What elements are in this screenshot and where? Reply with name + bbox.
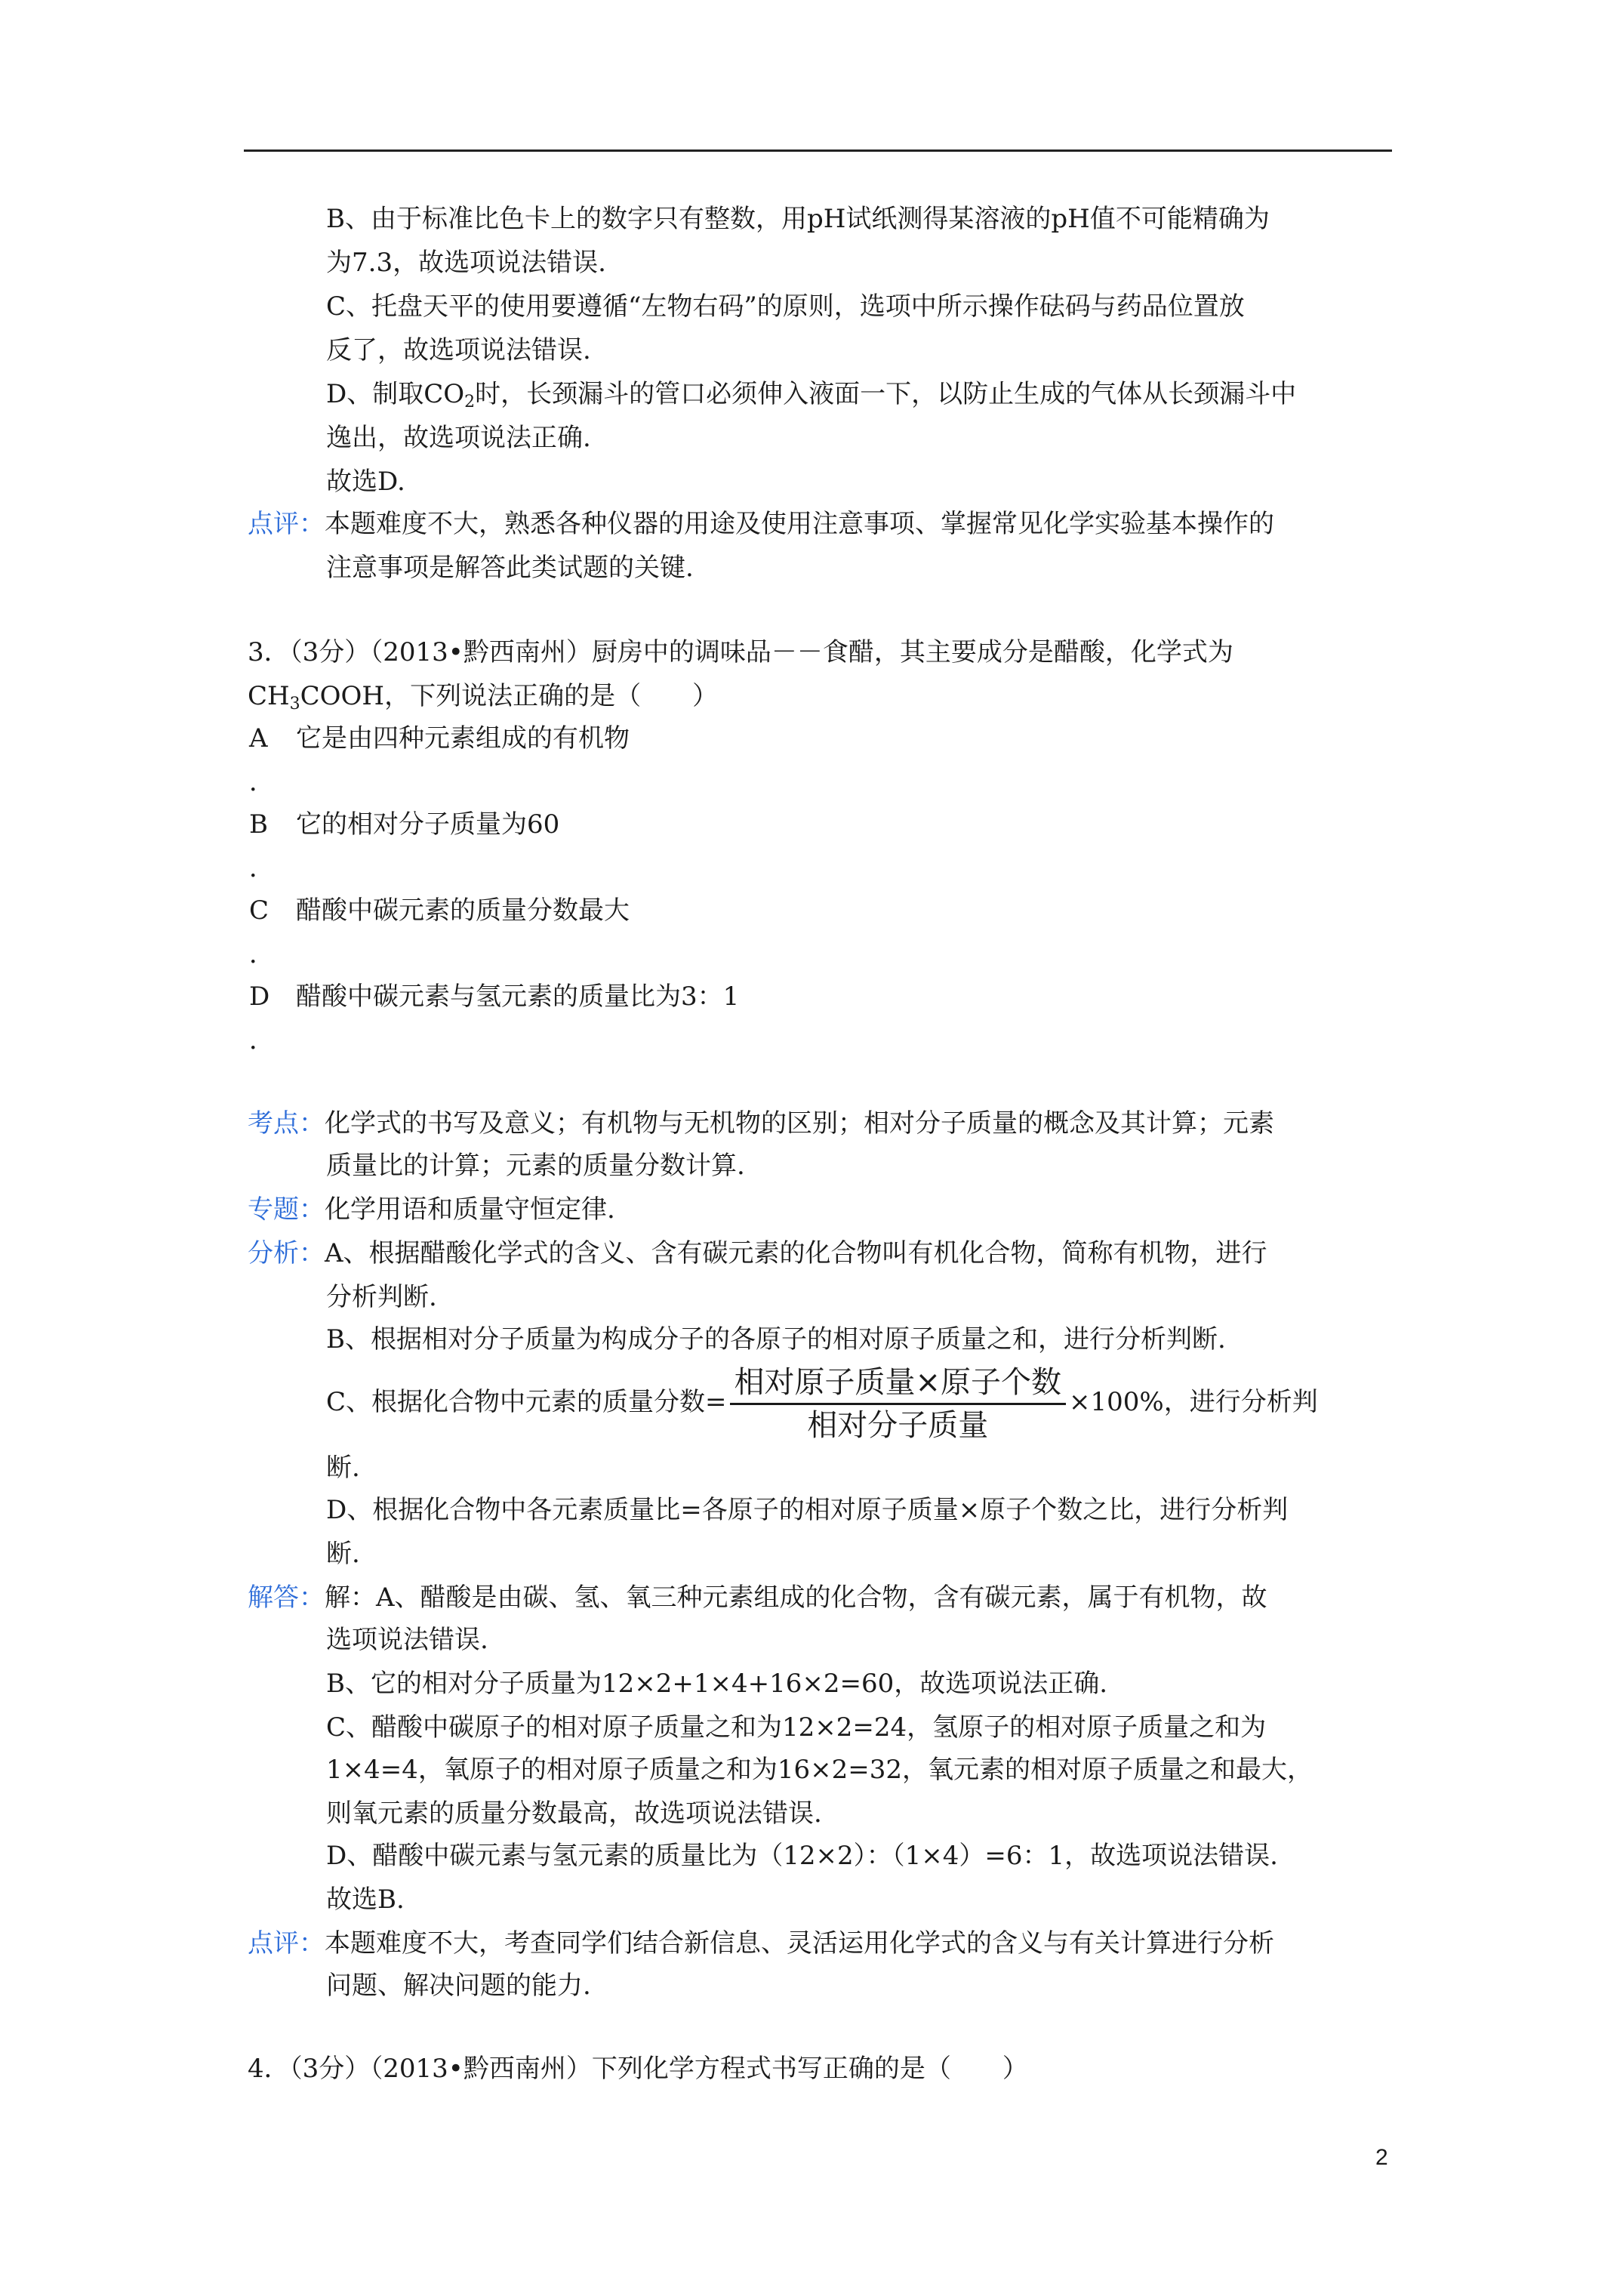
q2-comment-label: 点评： (248, 509, 325, 539)
q3-option-d-dot: ． (249, 1025, 275, 1056)
q3-comment-line1 (248, 1927, 1274, 1960)
q3-kaodian-label: 考点： (248, 1108, 325, 1139)
q3-option-d-text: 醋酸中碳元素与氢元素的质量比为3：1 (296, 982, 740, 1012)
q3-formula-a: CH (248, 681, 290, 711)
q2-option-d-text-a: D、制取CO (326, 379, 465, 409)
q3-fenxi-c-line2: 断. (326, 1453, 360, 1483)
q2-comment-line2: 注意事项是解答此类试题的关键. (326, 553, 694, 583)
co2-subscript: 2 (464, 393, 476, 411)
q3-kaodian-line2: 质量比的计算；元素的质量分数计算. (326, 1151, 745, 1181)
q3-comment-label: 点评： (248, 1928, 325, 1959)
q3-option-b-dot: ． (249, 853, 275, 883)
q3-jieda-c-line1: C、醋酸中碳原子的相对原子质量之和为12×2=24，氢原子的相对原子质量之和为 (326, 1712, 1267, 1743)
formula-numerator: 相对原子质量×原子个数 (730, 1364, 1067, 1405)
q3-stem-line1: 3．（3分）（2013•黔西南州）厨房中的调味品－－食醋，其主要成分是醋酸，化学式为 (248, 637, 1233, 667)
q3-formula-b: COOH，下列说法正确的是（ ） (300, 681, 719, 711)
q3-comment-text: 本题难度不大，考查同学们结合新信息、灵活运用化学式的含义与有关计算进行分析 (325, 1928, 1274, 1959)
ch3-subscript: 3 (289, 695, 300, 713)
q2-option-d-line1 (326, 378, 1296, 411)
q3-fenxi-b: B、根据相对分子质量为构成分子的各原子的相对原子质量之和，进行分析判断. (326, 1324, 1226, 1354)
q3-zhuanti-label: 专题： (248, 1194, 325, 1225)
q3-option-c-letter: C (249, 895, 269, 926)
q3-kaodian-line1 (248, 1107, 1274, 1140)
q2-answer: 故选D. (326, 467, 405, 497)
q3-fenxi-d-line2: 断. (326, 1539, 360, 1569)
q3-fenxi-a-line1 (248, 1237, 1267, 1270)
q3-option-c-text: 醋酸中碳元素的质量分数最大 (296, 895, 630, 926)
q3-jieda-a-line1 (248, 1581, 1267, 1614)
q4-stem: 4．（3分）（2013•黔西南州）下列化学方程式书写正确的是（ ） (248, 2054, 1028, 2084)
mass-fraction-formula (730, 1364, 1067, 1444)
q2-option-c-line2: 反了，故选项说法错误. (326, 335, 591, 365)
q2-option-b-line1: B、由于标准比色卡上的数字只有整数，用pH试纸测得某溶液的pH值不可能精确为 (326, 204, 1270, 234)
q2-option-d-text-b: 时，长颈漏斗的管口必须伸入液面一下，以防止生成的气体从长颈漏斗中 (475, 379, 1297, 409)
q2-option-c-line1: C、托盘天平的使用要遵循“左物右码”的原则，选项中所示操作砝码与药品位置放 (326, 291, 1245, 322)
q3-jieda-b: B、它的相对分子质量为12×2+1×4+16×2=60，故选项说法正确. (326, 1669, 1108, 1699)
q3-fenxi-label: 分析： (248, 1238, 325, 1268)
q3-option-d-letter: D (249, 982, 270, 1012)
q3-jieda-label: 解答： (248, 1583, 325, 1613)
page-number: 2 (1375, 2145, 1388, 2170)
q3-comment-line2: 问题、解决问题的能力. (326, 1971, 591, 2001)
q3-kaodian-text: 化学式的书写及意义；有机物与无机物的区别；相对分子质量的概念及其计算；元素 (325, 1108, 1274, 1139)
q3-jieda-c-line3: 则氧元素的质量分数最高，故选项说法错误. (326, 1798, 822, 1829)
q3-option-a-text: 它是由四种元素组成的有机物 (296, 723, 630, 754)
formula-denominator: 相对分子质量 (807, 1407, 989, 1443)
q3-jieda-a-line2: 选项说法错误. (326, 1625, 488, 1655)
q2-comment-text: 本题难度不大，熟悉各种仪器的用途及使用注意事项、掌握常见化学实验基本操作的 (325, 509, 1274, 539)
q3-jieda-a-text: 解：A、醋酸是由碳、氢、氧三种元素组成的化合物，含有碳元素，属于有机物，故 (325, 1583, 1267, 1613)
q3-option-c-dot: ． (249, 939, 275, 969)
q3-fenxi-c-post: ×100%，进行分析判 (1069, 1387, 1318, 1417)
q2-comment-line1 (248, 507, 1274, 541)
q3-option-b-text: 它的相对分子质量为60 (296, 809, 560, 840)
q2-option-b-line2: 为7.3，故选项说法错误. (326, 248, 606, 278)
q3-zhuanti-text: 化学用语和质量守恒定律. (325, 1194, 615, 1225)
q3-fenxi-d-line1: D、根据化合物中各元素质量比=各原子的相对原子质量×原子个数之比，进行分析判 (326, 1495, 1289, 1525)
q3-zhuanti-line (248, 1193, 615, 1226)
q2-option-d-line2: 逸出，故选项说法正确. (326, 423, 591, 453)
q3-jieda-answer: 故选B. (326, 1885, 405, 1915)
q3-jieda-d: D、醋酸中碳元素与氢元素的质量比为（12×2）：（1×4）=6：1，故选项说法错误. (326, 1841, 1278, 1871)
q3-fenxi-a-line2: 分析判断. (326, 1282, 437, 1312)
header-rule (244, 149, 1392, 152)
q3-fenxi-a-text: A、根据醋酸化学式的含义、含有碳元素的化合物叫有机化合物，简称有机物，进行 (325, 1238, 1267, 1268)
q3-option-a-dot: ． (249, 767, 275, 797)
q3-option-a-letter: A (249, 723, 268, 754)
q3-option-b-letter: B (249, 809, 268, 840)
q3-fenxi-c-line1 (326, 1361, 1318, 1444)
q3-fenxi-c-pre: C、根据化合物中元素的质量分数= (326, 1387, 727, 1417)
q3-stem-line2 (248, 680, 718, 713)
q3-jieda-c-line2: 1×4=4，氧原子的相对原子质量之和为16×2=32，氧元素的相对原子质量之和最大， (326, 1755, 1313, 1785)
